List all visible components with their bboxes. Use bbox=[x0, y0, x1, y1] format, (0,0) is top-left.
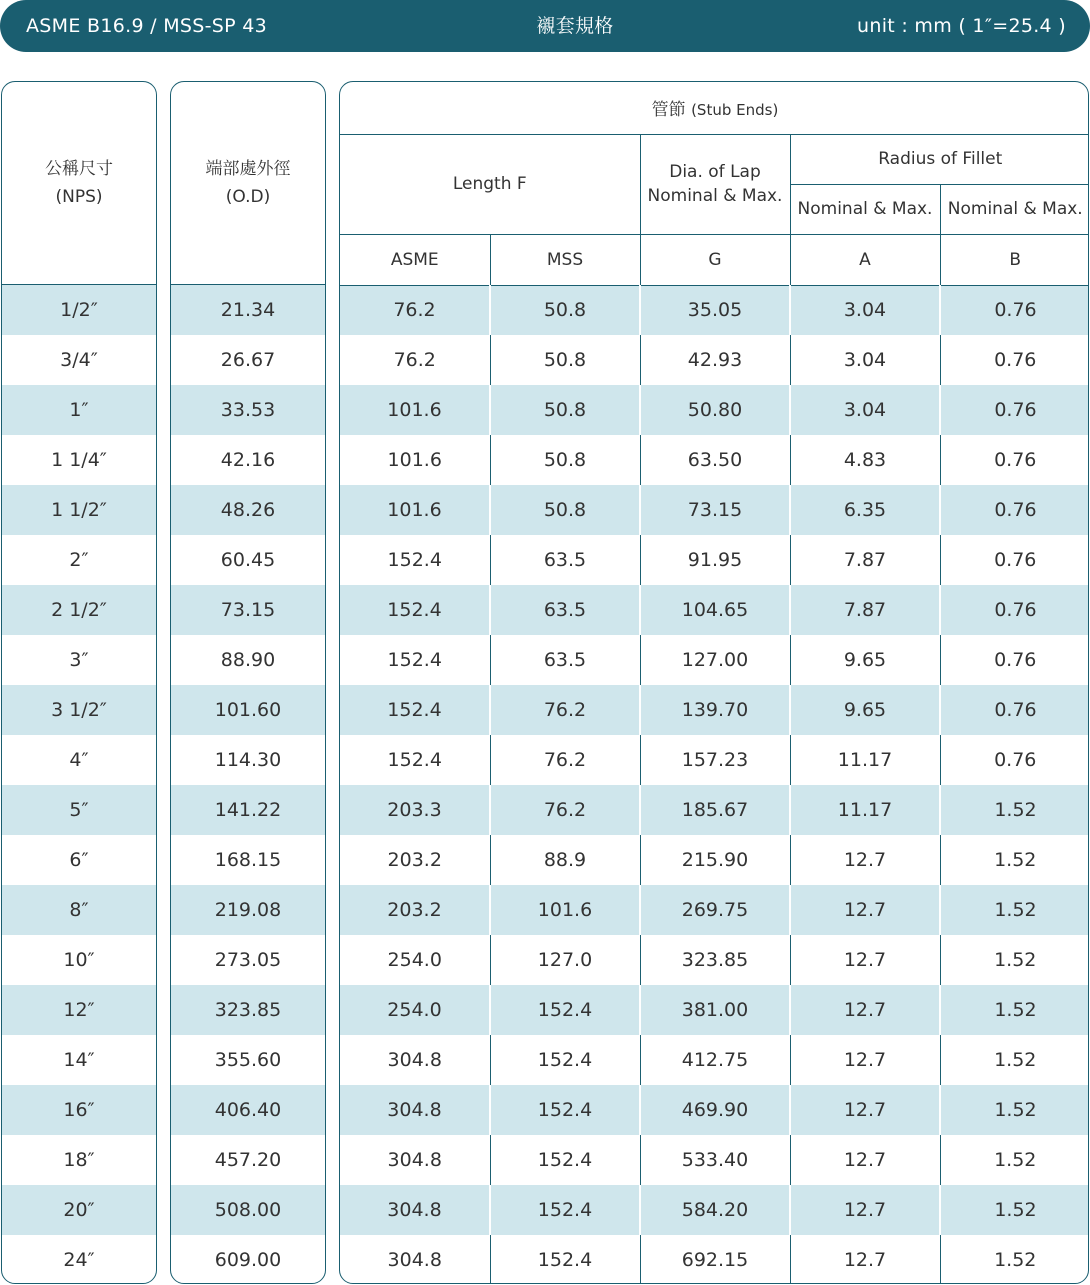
nps-cell: 14″ bbox=[63, 1049, 95, 1071]
mss-cell: 63.5 bbox=[490, 585, 640, 635]
a-cell: 3.04 bbox=[790, 385, 940, 435]
g-cell: 381.00 bbox=[640, 985, 790, 1035]
od-cell: 33.53 bbox=[171, 385, 325, 435]
od-cell: 168.15 bbox=[214, 849, 282, 871]
b-cell: 1.52 bbox=[940, 1085, 1089, 1135]
asme-cell: 152.4 bbox=[387, 549, 442, 571]
g-cell: 42.93 bbox=[640, 335, 790, 385]
nps-cell: 2 1/2″ bbox=[2, 585, 156, 635]
od-column-panel bbox=[170, 81, 326, 1284]
a-cell: 11.17 bbox=[790, 735, 940, 785]
od-cell: 406.40 bbox=[171, 1085, 325, 1135]
od-cell: 101.60 bbox=[171, 685, 325, 735]
nominal-max-a-header: Nominal & Max. bbox=[790, 184, 940, 234]
dia-lap-header bbox=[640, 134, 790, 234]
od-cell: 457.20 bbox=[214, 1149, 282, 1171]
g-cell: 412.75 bbox=[640, 1035, 790, 1085]
a-cell: 9.65 bbox=[790, 635, 940, 685]
mss-cell: 152.4 bbox=[490, 1235, 640, 1284]
stub-ends-header bbox=[340, 82, 1089, 134]
od-cell: 42.16 bbox=[220, 449, 276, 471]
radius-fillet-header: Radius of Fillet bbox=[790, 134, 1089, 184]
nps-cell: 10″ bbox=[63, 949, 95, 971]
od-header bbox=[171, 82, 325, 285]
od-cell: 21.34 bbox=[171, 285, 325, 335]
nps-cell: 2″ bbox=[69, 549, 89, 571]
asme-cell: 304.8 bbox=[340, 1185, 490, 1235]
mss-cell: 63.5 bbox=[490, 535, 640, 585]
asme-cell: 304.8 bbox=[387, 1049, 442, 1071]
stub-ends-panel bbox=[339, 81, 1089, 1284]
b-cell: 0.76 bbox=[940, 285, 1089, 335]
a-cell: 3.04 bbox=[790, 285, 940, 335]
b-cell: 0.76 bbox=[940, 735, 1089, 785]
mss-cell: 152.4 bbox=[490, 1185, 640, 1235]
b-cell: 0.76 bbox=[940, 435, 1089, 485]
asme-cell: 152.4 bbox=[340, 585, 490, 635]
asme-cell: 101.6 bbox=[387, 449, 442, 471]
od-rows bbox=[171, 285, 325, 1284]
b-cell: 1.52 bbox=[940, 985, 1089, 1035]
b-cell: 0.76 bbox=[940, 585, 1089, 635]
od-cell: 26.67 bbox=[220, 349, 276, 371]
dia-lap-line2: Nominal & Max. bbox=[647, 186, 783, 206]
a-cell: 12.7 bbox=[790, 835, 940, 885]
b-cell: 1.52 bbox=[940, 785, 1089, 835]
asme-cell: 254.0 bbox=[387, 949, 442, 971]
b-cell: 1.52 bbox=[940, 1185, 1089, 1235]
b-cell: 0.76 bbox=[940, 535, 1089, 585]
b-cell: 0.76 bbox=[940, 685, 1089, 735]
asme-cell: 152.4 bbox=[387, 649, 442, 671]
b-header: B bbox=[940, 234, 1089, 285]
od-cell: 73.15 bbox=[171, 585, 325, 635]
asme-cell: 203.3 bbox=[340, 785, 490, 835]
nps-cell: 4″ bbox=[69, 749, 89, 771]
asme-cell: 101.6 bbox=[340, 385, 490, 435]
a-cell: 6.35 bbox=[790, 485, 940, 535]
a-cell: 12.7 bbox=[790, 1035, 940, 1085]
b-cell: 1.52 bbox=[940, 1035, 1089, 1085]
g-cell: 63.50 bbox=[640, 435, 790, 485]
standard-label: ASME B16.9 / MSS-SP 43 bbox=[26, 15, 268, 37]
table-row bbox=[340, 935, 1089, 985]
title-bar bbox=[0, 0, 1090, 52]
table-row bbox=[340, 885, 1089, 935]
g-cell: 127.00 bbox=[640, 635, 790, 685]
od-cell: 355.60 bbox=[214, 1049, 282, 1071]
table-row bbox=[340, 685, 1089, 735]
a-cell: 12.7 bbox=[790, 1185, 940, 1235]
table-row bbox=[340, 435, 1089, 485]
nps-cell: 20″ bbox=[2, 1185, 156, 1235]
table-row bbox=[340, 635, 1089, 685]
table-row bbox=[340, 535, 1089, 585]
a-cell: 12.7 bbox=[790, 1085, 940, 1135]
mss-cell: 101.6 bbox=[490, 885, 640, 935]
mss-cell: 50.8 bbox=[490, 485, 640, 535]
mss-cell: 88.9 bbox=[490, 835, 640, 885]
stub-ends-table bbox=[340, 82, 1089, 1284]
nps-cell: 16″ bbox=[2, 1085, 156, 1135]
nps-header bbox=[2, 82, 156, 285]
mss-cell: 50.8 bbox=[490, 285, 640, 335]
asme-cell: 152.4 bbox=[387, 749, 442, 771]
b-cell: 1.52 bbox=[940, 835, 1089, 885]
b-cell: 1.52 bbox=[940, 885, 1089, 935]
mss-cell: 127.0 bbox=[490, 935, 640, 985]
g-cell: 533.40 bbox=[640, 1135, 790, 1185]
nps-cell: 3″ bbox=[69, 649, 89, 671]
a-cell: 9.65 bbox=[790, 685, 940, 735]
nps-cell: 1/2″ bbox=[2, 285, 156, 335]
mss-cell: 50.8 bbox=[490, 335, 640, 385]
mss-cell: 152.4 bbox=[490, 985, 640, 1035]
g-cell: 73.15 bbox=[640, 485, 790, 535]
nps-label: 公稱尺寸 bbox=[45, 159, 113, 179]
nps-rows bbox=[2, 285, 156, 1284]
od-cell: 609.00 bbox=[214, 1249, 282, 1271]
asme-cell: 76.2 bbox=[393, 349, 436, 371]
nps-cell: 6″ bbox=[69, 849, 89, 871]
a-cell: 12.7 bbox=[790, 935, 940, 985]
a-cell: 12.7 bbox=[790, 885, 940, 935]
asme-cell: 304.8 bbox=[387, 1149, 442, 1171]
table-row bbox=[340, 485, 1089, 535]
g-cell: 215.90 bbox=[640, 835, 790, 885]
od-cell: 141.22 bbox=[171, 785, 325, 835]
nps-cell: 1″ bbox=[2, 385, 156, 435]
table-row bbox=[340, 1085, 1089, 1135]
a-cell: 7.87 bbox=[790, 585, 940, 635]
nps-cell: 8″ bbox=[2, 885, 156, 935]
nps-column-panel bbox=[1, 81, 157, 1284]
asme-cell: 101.6 bbox=[340, 485, 490, 535]
od-cell: 323.85 bbox=[171, 985, 325, 1035]
g-cell: 35.05 bbox=[640, 285, 790, 335]
dia-lap-line1: Dia. of Lap bbox=[669, 162, 761, 182]
nps-cell: 1 1/2″ bbox=[2, 485, 156, 535]
g-cell: 50.80 bbox=[640, 385, 790, 435]
od-cell: 88.90 bbox=[220, 649, 276, 671]
b-cell: 0.76 bbox=[940, 485, 1089, 535]
g-cell: 584.20 bbox=[640, 1185, 790, 1235]
a-cell: 11.17 bbox=[790, 785, 940, 835]
table-row bbox=[340, 985, 1089, 1035]
b-cell: 1.52 bbox=[940, 935, 1089, 985]
nps-cell: 12″ bbox=[2, 985, 156, 1035]
table-row bbox=[340, 585, 1089, 635]
a-cell: 12.7 bbox=[790, 1135, 940, 1185]
nps-cell: 3 1/2″ bbox=[2, 685, 156, 735]
g-cell: 139.70 bbox=[640, 685, 790, 735]
mss-cell: 50.8 bbox=[490, 435, 640, 485]
nps-cell: 3/4″ bbox=[60, 349, 98, 371]
g-cell: 269.75 bbox=[640, 885, 790, 935]
page-title: 襯套規格 bbox=[536, 15, 614, 37]
a-cell: 4.83 bbox=[790, 435, 940, 485]
b-cell: 1.52 bbox=[940, 1135, 1089, 1185]
nominal-max-b-header: Nominal & Max. bbox=[940, 184, 1089, 234]
g-cell: 469.90 bbox=[640, 1085, 790, 1135]
g-cell: 185.67 bbox=[640, 785, 790, 835]
g-cell: 104.65 bbox=[640, 585, 790, 635]
g-cell: 692.15 bbox=[640, 1235, 790, 1284]
length-f-header: Length F bbox=[452, 174, 527, 194]
nps-cell: 1 1/4″ bbox=[51, 449, 107, 471]
od-cell: 48.26 bbox=[171, 485, 325, 535]
mss-cell: 76.2 bbox=[490, 785, 640, 835]
mss-cell: 76.2 bbox=[490, 685, 640, 735]
od-cell: 114.30 bbox=[214, 749, 282, 771]
od-cell: 508.00 bbox=[171, 1185, 325, 1235]
od-cell: 219.08 bbox=[171, 885, 325, 935]
table-row bbox=[340, 785, 1089, 835]
mss-cell: 76.2 bbox=[490, 735, 640, 785]
a-cell: 12.7 bbox=[790, 1235, 940, 1284]
b-cell: 1.52 bbox=[940, 1235, 1089, 1284]
g-cell: 157.23 bbox=[640, 735, 790, 785]
a-cell: 3.04 bbox=[790, 335, 940, 385]
mss-cell: 63.5 bbox=[490, 635, 640, 685]
asme-cell: 304.8 bbox=[387, 1249, 442, 1271]
stub-ends-label: 管節 bbox=[651, 100, 686, 121]
asme-cell: 254.0 bbox=[340, 985, 490, 1035]
g-cell: 323.85 bbox=[640, 935, 790, 985]
asme-cell: 304.8 bbox=[340, 1085, 490, 1135]
mss-cell: 152.4 bbox=[490, 1085, 640, 1135]
stub-ends-en-label: (Stub Ends) bbox=[691, 101, 779, 120]
od-label: 端部處外徑 bbox=[205, 159, 291, 179]
table-row bbox=[340, 1035, 1089, 1085]
asme-cell: 203.2 bbox=[387, 849, 442, 871]
b-cell: 0.76 bbox=[940, 335, 1089, 385]
mss-cell: 152.4 bbox=[490, 1135, 640, 1185]
b-cell: 0.76 bbox=[940, 635, 1089, 685]
nps-cell: 24″ bbox=[63, 1249, 95, 1271]
table-row bbox=[340, 335, 1089, 385]
unit-label: unit : mm ( 1″=25.4 ) bbox=[857, 15, 1066, 37]
asme-cell: 76.2 bbox=[340, 285, 490, 335]
mss-cell: 152.4 bbox=[490, 1035, 640, 1085]
mss-header: MSS bbox=[490, 234, 640, 285]
mss-cell: 50.8 bbox=[490, 385, 640, 435]
a-header: A bbox=[790, 234, 940, 285]
asme-cell: 152.4 bbox=[340, 685, 490, 735]
asme-cell: 203.2 bbox=[340, 885, 490, 935]
nps-cell: 5″ bbox=[2, 785, 156, 835]
table-row bbox=[340, 1135, 1089, 1185]
b-cell: 0.76 bbox=[940, 385, 1089, 435]
table-row bbox=[340, 735, 1089, 785]
table-row bbox=[340, 835, 1089, 885]
g-cell: 91.95 bbox=[640, 535, 790, 585]
od-code: (O.D) bbox=[225, 187, 271, 207]
od-cell: 273.05 bbox=[214, 949, 282, 971]
nps-code: (NPS) bbox=[55, 187, 103, 207]
nps-cell: 18″ bbox=[63, 1149, 95, 1171]
table-row bbox=[340, 385, 1089, 435]
table-row bbox=[340, 1235, 1089, 1284]
asme-header: ASME bbox=[340, 234, 490, 285]
g-header: G bbox=[640, 234, 790, 285]
a-cell: 7.87 bbox=[790, 535, 940, 585]
od-cell: 60.45 bbox=[220, 549, 276, 571]
table-row bbox=[340, 285, 1089, 335]
a-cell: 12.7 bbox=[790, 985, 940, 1035]
table-row bbox=[340, 1185, 1089, 1235]
